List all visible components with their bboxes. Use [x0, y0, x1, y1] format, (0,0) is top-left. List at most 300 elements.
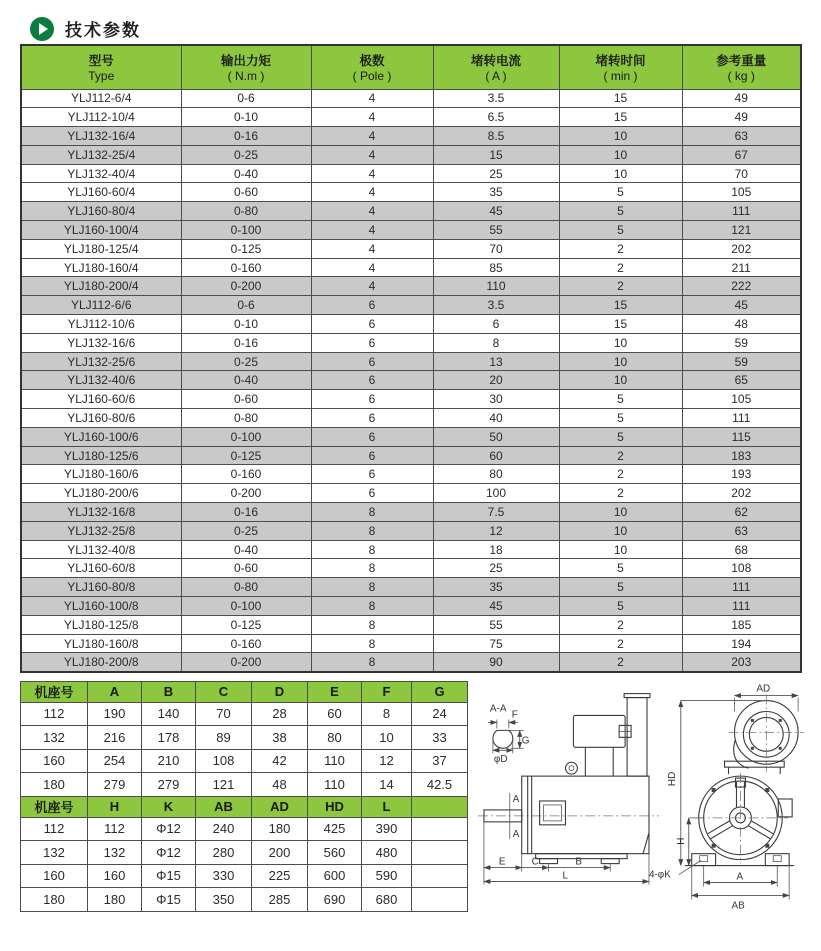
spec-cell: 8 — [311, 578, 433, 597]
dimension-column-header: 机座号 — [21, 681, 88, 702]
dimension-row — [21, 888, 468, 912]
dimension-column-header: C — [196, 681, 252, 702]
dimension-cell: 140 — [142, 702, 196, 726]
dimension-cell: 160 — [21, 749, 88, 773]
spec-cell: 2 — [559, 615, 682, 634]
spec-column-header: 参考重量 ( kg ) — [682, 45, 801, 89]
dimension-cell: 285 — [252, 888, 308, 912]
spec-header-row — [21, 45, 801, 89]
spec-cell: 6.5 — [433, 108, 559, 127]
spec-cell: 45 — [433, 597, 559, 616]
spec-cell: YLJ132-25/8 — [21, 521, 181, 540]
dimension-row — [21, 864, 468, 888]
spec-cell: YLJ112-6/6 — [21, 296, 181, 315]
spec-cell: 0-40 — [181, 371, 311, 390]
spec-cell: 12 — [433, 521, 559, 540]
spec-row — [21, 390, 801, 409]
spec-row — [21, 333, 801, 352]
spec-column-header: 极数 ( Pole ) — [311, 45, 433, 89]
spec-cell: 70 — [682, 164, 801, 183]
spec-cell: 115 — [682, 427, 801, 446]
dimension-cell: 12 — [362, 749, 412, 773]
dimension-cell: 180 — [88, 888, 142, 912]
spec-cell: 0-60 — [181, 559, 311, 578]
spec-cell: 5 — [559, 578, 682, 597]
spec-cell: 4 — [311, 202, 433, 221]
spec-cell: 35 — [433, 578, 559, 597]
spec-row — [21, 446, 801, 465]
spec-row — [21, 352, 801, 371]
spec-cell: 18 — [433, 540, 559, 559]
spec-cell: 4 — [311, 127, 433, 146]
spec-cell: 6 — [311, 333, 433, 352]
spec-cell: 4 — [311, 183, 433, 202]
dimension-cell: 60 — [308, 702, 362, 726]
spec-cell: 35 — [433, 183, 559, 202]
spec-row — [21, 465, 801, 484]
spec-cell: 108 — [682, 559, 801, 578]
bottom-section — [20, 681, 821, 913]
dimension-cell: 108 — [196, 749, 252, 773]
spec-cell: YLJ132-16/8 — [21, 503, 181, 522]
dimension-cell — [412, 864, 468, 888]
spec-row — [21, 597, 801, 616]
dimension-column-header: A — [88, 681, 142, 702]
spec-cell: YLJ180-200/8 — [21, 653, 181, 672]
spec-cell: 0-10 — [181, 108, 311, 127]
spec-cell: YLJ132-25/4 — [21, 145, 181, 164]
spec-row — [21, 559, 801, 578]
spec-cell: YLJ160-80/8 — [21, 578, 181, 597]
dimension-cell: 279 — [88, 773, 142, 797]
dimension-cell: 279 — [142, 773, 196, 797]
spec-cell: 8.5 — [433, 127, 559, 146]
spec-cell: 5 — [559, 390, 682, 409]
spec-cell: 202 — [682, 239, 801, 258]
spec-cell: 0-40 — [181, 540, 311, 559]
spec-cell: 0-16 — [181, 127, 311, 146]
dimension-cell: Φ12 — [142, 841, 196, 865]
spec-cell: 80 — [433, 465, 559, 484]
spec-cell: 8 — [311, 559, 433, 578]
spec-cell: YLJ160-80/4 — [21, 202, 181, 221]
spec-cell: 7.5 — [433, 503, 559, 522]
spec-row — [21, 484, 801, 503]
dimension-cell: 121 — [196, 773, 252, 797]
spec-cell: YLJ132-16/4 — [21, 127, 181, 146]
spec-cell: 0-80 — [181, 409, 311, 428]
spec-cell: 45 — [433, 202, 559, 221]
spec-cell: 0-25 — [181, 352, 311, 371]
spec-cell: 6 — [311, 409, 433, 428]
dimension-cell: 132 — [21, 726, 88, 750]
dimension-cell: Φ15 — [142, 888, 196, 912]
spec-cell: 4 — [311, 239, 433, 258]
spec-row — [21, 239, 801, 258]
spec-cell: 0-25 — [181, 521, 311, 540]
spec-row — [21, 427, 801, 446]
dimension-cell: 254 — [88, 749, 142, 773]
spec-cell: 15 — [559, 89, 682, 108]
shaft-section-hatch — [493, 730, 513, 748]
spec-row — [21, 315, 801, 334]
dimension-cell: 112 — [21, 817, 88, 841]
spec-cell: 20 — [433, 371, 559, 390]
dim-label-f: F — [511, 709, 518, 721]
spec-cell: 62 — [682, 503, 801, 522]
dimension-cell: 38 — [252, 726, 308, 750]
spec-cell: 2 — [559, 258, 682, 277]
spec-row — [21, 108, 801, 127]
spec-cell: 185 — [682, 615, 801, 634]
spec-cell: 60 — [433, 446, 559, 465]
dimension-header-row — [21, 796, 468, 817]
spec-cell: 90 — [433, 653, 559, 672]
spec-cell: YLJ160-100/6 — [21, 427, 181, 446]
spec-cell: 10 — [559, 540, 682, 559]
spec-cell: 75 — [433, 634, 559, 653]
page-title: 技术参数 — [65, 21, 141, 40]
dimension-row — [21, 817, 468, 841]
spec-cell: 10 — [559, 521, 682, 540]
spec-cell: 8 — [311, 540, 433, 559]
dim-label-hd: HD — [666, 771, 678, 786]
dimension-cell: 24 — [412, 702, 468, 726]
spec-table-body — [21, 89, 801, 672]
spec-cell: 2 — [559, 465, 682, 484]
dim-label-h: H — [675, 837, 687, 845]
spec-cell: 70 — [433, 239, 559, 258]
spec-row — [21, 371, 801, 390]
spec-cell: YLJ180-160/8 — [21, 634, 181, 653]
spec-cell: 0-100 — [181, 597, 311, 616]
spec-cell: 6 — [311, 427, 433, 446]
spec-cell: 111 — [682, 597, 801, 616]
spec-cell: YLJ132-16/6 — [21, 333, 181, 352]
spec-cell: 203 — [682, 653, 801, 672]
terminal-box — [573, 715, 625, 747]
dimension-cell: 680 — [362, 888, 412, 912]
spec-cell: 0-200 — [181, 277, 311, 296]
dimension-cell: 70 — [196, 702, 252, 726]
spec-cell: 0-160 — [181, 258, 311, 277]
spec-row — [21, 578, 801, 597]
dimension-cell: 132 — [88, 841, 142, 865]
dimension-cell: 180 — [21, 888, 88, 912]
spec-row — [21, 145, 801, 164]
dim-label-phi-d: φD — [493, 753, 508, 765]
dimension-row — [21, 702, 468, 726]
spec-cell: 6 — [311, 465, 433, 484]
spec-cell: 6 — [311, 446, 433, 465]
dimension-cell: Φ15 — [142, 864, 196, 888]
section-mark-bottom: A — [512, 828, 520, 840]
spec-cell: 0-200 — [181, 484, 311, 503]
spec-cell: 6 — [311, 315, 433, 334]
spec-cell: 55 — [433, 221, 559, 240]
dimension-column-header: HD — [308, 796, 362, 817]
spec-cell: 6 — [311, 352, 433, 371]
spec-cell: YLJ132-40/4 — [21, 164, 181, 183]
dimension-cell: 8 — [362, 702, 412, 726]
dimension-cell: 33 — [412, 726, 468, 750]
dimension-cell: 42 — [252, 749, 308, 773]
spec-cell: 183 — [682, 446, 801, 465]
spec-cell: 63 — [682, 127, 801, 146]
dimension-row — [21, 841, 468, 865]
spec-cell: 4 — [311, 258, 433, 277]
dim-label-ab: AB — [731, 900, 745, 912]
dimension-column-header: B — [142, 681, 196, 702]
spec-cell: 0-6 — [181, 296, 311, 315]
spec-cell: 2 — [559, 653, 682, 672]
dimension-column-header: D — [252, 681, 308, 702]
dimension-cell: 14 — [362, 773, 412, 797]
dimension-cell: 280 — [196, 841, 252, 865]
dimension-header-row — [21, 681, 468, 702]
dimension-cell: 112 — [21, 702, 88, 726]
spec-cell: 0-16 — [181, 333, 311, 352]
spec-cell: 40 — [433, 409, 559, 428]
dimension-row — [21, 749, 468, 773]
spec-cell: YLJ180-125/8 — [21, 615, 181, 634]
spec-cell: 10 — [559, 145, 682, 164]
spec-cell: 49 — [682, 89, 801, 108]
dim-label-l: L — [562, 870, 569, 882]
spec-row — [21, 258, 801, 277]
spec-cell: 0-160 — [181, 634, 311, 653]
spec-cell: 2 — [559, 634, 682, 653]
spec-row — [21, 540, 801, 559]
dimension-cell: 160 — [21, 864, 88, 888]
spec-cell: 0-160 — [181, 465, 311, 484]
spec-cell: 4 — [311, 89, 433, 108]
dimension-table — [20, 681, 468, 912]
spec-cell: 0-25 — [181, 145, 311, 164]
spec-cell: YLJ112-10/4 — [21, 108, 181, 127]
spec-cell: 10 — [559, 503, 682, 522]
lifting-eye — [565, 762, 577, 774]
spec-cell: 59 — [682, 333, 801, 352]
dimension-cell: 216 — [88, 726, 142, 750]
spec-cell: 0-16 — [181, 503, 311, 522]
motor-drawing — [474, 681, 821, 913]
spec-row — [21, 89, 801, 108]
spec-cell: 2 — [559, 446, 682, 465]
spec-cell: YLJ112-10/6 — [21, 315, 181, 334]
dimension-column-header: H — [88, 796, 142, 817]
spec-column-header: 型号 Type — [21, 45, 181, 89]
spec-cell: YLJ160-60/4 — [21, 183, 181, 202]
spec-cell: YLJ132-25/6 — [21, 352, 181, 371]
dimension-cell: 132 — [21, 841, 88, 865]
spec-cell: 121 — [682, 221, 801, 240]
dimension-cell: 560 — [308, 841, 362, 865]
front-gland — [778, 799, 792, 817]
spec-row — [21, 503, 801, 522]
spec-cell: 222 — [682, 277, 801, 296]
dimension-cell: 240 — [196, 817, 252, 841]
dimension-table-body — [21, 681, 468, 911]
spec-cell: 63 — [682, 521, 801, 540]
spec-row — [21, 521, 801, 540]
spec-cell: 111 — [682, 202, 801, 221]
dimension-cell: 110 — [308, 749, 362, 773]
spec-cell: 5 — [559, 183, 682, 202]
dim-label-c: C — [531, 856, 539, 868]
spec-row — [21, 634, 801, 653]
section-label: A-A — [489, 703, 507, 715]
spec-cell: 25 — [433, 164, 559, 183]
dimension-cell: 190 — [88, 702, 142, 726]
dimension-column-header: 机座号 — [21, 796, 88, 817]
spec-cell: YLJ180-200/4 — [21, 277, 181, 296]
dim-label-g: G — [521, 735, 530, 747]
spec-cell: 6 — [311, 296, 433, 315]
dimension-cell: 180 — [252, 817, 308, 841]
spec-cell: 6 — [311, 371, 433, 390]
spec-cell: 50 — [433, 427, 559, 446]
spec-cell: 5 — [559, 597, 682, 616]
dimension-column-header: AD — [252, 796, 308, 817]
spec-cell: 6 — [311, 484, 433, 503]
spec-cell: YLJ112-6/4 — [21, 89, 181, 108]
spec-cell: 2 — [559, 239, 682, 258]
spec-cell: 10 — [559, 127, 682, 146]
play-triangle — [39, 23, 48, 35]
section-mark-top: A — [512, 793, 520, 805]
spec-cell: 30 — [433, 390, 559, 409]
spec-cell: 0-6 — [181, 89, 311, 108]
spec-cell: 8 — [311, 634, 433, 653]
dim-label-holes: 4-φK — [648, 869, 671, 881]
dimension-cell: 480 — [362, 841, 412, 865]
spec-cell: 6 — [433, 315, 559, 334]
dimension-cell: 178 — [142, 726, 196, 750]
spec-column-header: 堵转电流 ( A ) — [433, 45, 559, 89]
spec-column-header: 输出力矩 ( N.m ) — [181, 45, 311, 89]
dimension-cell — [412, 841, 468, 865]
spec-cell: YLJ160-100/8 — [21, 597, 181, 616]
dimension-cell: 330 — [196, 864, 252, 888]
dimension-cell: 80 — [308, 726, 362, 750]
spec-cell: 111 — [682, 578, 801, 597]
spec-cell: YLJ132-40/8 — [21, 540, 181, 559]
spec-cell: 5 — [559, 559, 682, 578]
spec-cell: YLJ160-60/6 — [21, 390, 181, 409]
dimension-cell: 425 — [308, 817, 362, 841]
dim-label-e: E — [498, 856, 506, 868]
spec-cell: 0-200 — [181, 653, 311, 672]
dimension-cell: 42.5 — [412, 773, 468, 797]
spec-cell: 15 — [559, 315, 682, 334]
spec-cell: 5 — [559, 409, 682, 428]
spec-cell: 4 — [311, 164, 433, 183]
spec-row — [21, 221, 801, 240]
spec-cell: 3.5 — [433, 296, 559, 315]
spec-row — [21, 164, 801, 183]
spec-cell: YLJ160-100/4 — [21, 221, 181, 240]
spec-cell: 0-80 — [181, 578, 311, 597]
dim-label-b: B — [575, 856, 583, 868]
spec-cell: 0-125 — [181, 239, 311, 258]
spec-table — [20, 44, 802, 673]
spec-cell: 10 — [559, 333, 682, 352]
page-header — [0, 0, 821, 42]
play-icon — [30, 17, 54, 41]
spec-column-header: 堵转时间 ( min ) — [559, 45, 682, 89]
spec-cell: 105 — [682, 390, 801, 409]
spec-cell: 0-10 — [181, 315, 311, 334]
spec-cell: 111 — [682, 409, 801, 428]
dimension-column-header: F — [362, 681, 412, 702]
spec-cell: 49 — [682, 108, 801, 127]
dimension-row — [21, 773, 468, 797]
spec-cell: 194 — [682, 634, 801, 653]
dimension-cell: 225 — [252, 864, 308, 888]
spec-cell: 0-80 — [181, 202, 311, 221]
spec-cell: YLJ180-200/6 — [21, 484, 181, 503]
dim-label-a: A — [736, 871, 744, 883]
spec-cell: 5 — [559, 427, 682, 446]
spec-cell: 8 — [433, 333, 559, 352]
spec-cell: 4 — [311, 145, 433, 164]
spec-cell: 4 — [311, 221, 433, 240]
dimension-cell: 48 — [252, 773, 308, 797]
spec-cell: 10 — [559, 164, 682, 183]
spec-cell: YLJ180-160/6 — [21, 465, 181, 484]
spec-cell: YLJ180-125/4 — [21, 239, 181, 258]
dimension-cell: 210 — [142, 749, 196, 773]
spec-cell: 6 — [311, 390, 433, 409]
dimension-cell: 37 — [412, 749, 468, 773]
dimension-cell — [412, 888, 468, 912]
dim-label-ad: AD — [756, 683, 771, 695]
dimension-cell: 89 — [196, 726, 252, 750]
dimension-column-header — [412, 796, 468, 817]
dimension-column-header: L — [362, 796, 412, 817]
spec-row — [21, 202, 801, 221]
spec-cell: 45 — [682, 296, 801, 315]
spec-cell: 8 — [311, 615, 433, 634]
dimension-cell: 180 — [21, 773, 88, 797]
spec-cell: 10 — [559, 371, 682, 390]
spec-cell: 67 — [682, 145, 801, 164]
spec-cell: 68 — [682, 540, 801, 559]
spec-cell: 85 — [433, 258, 559, 277]
motor-body-side — [522, 776, 649, 854]
spec-cell: 15 — [559, 108, 682, 127]
spec-cell: 15 — [433, 145, 559, 164]
dimension-cell: 200 — [252, 841, 308, 865]
dimension-cell: 28 — [252, 702, 308, 726]
spec-cell: 0-40 — [181, 164, 311, 183]
spec-row — [21, 183, 801, 202]
spec-cell: 0-125 — [181, 615, 311, 634]
spec-cell: 55 — [433, 615, 559, 634]
spec-cell: 110 — [433, 277, 559, 296]
dimension-column-header: AB — [196, 796, 252, 817]
spec-cell: 65 — [682, 371, 801, 390]
spec-cell: 2 — [559, 277, 682, 296]
spec-cell: 105 — [682, 183, 801, 202]
spec-cell: 10 — [559, 352, 682, 371]
spec-row — [21, 127, 801, 146]
spec-cell: 0-125 — [181, 446, 311, 465]
dimension-cell — [412, 817, 468, 841]
dimension-cell: 10 — [362, 726, 412, 750]
dimension-cell: Φ12 — [142, 817, 196, 841]
